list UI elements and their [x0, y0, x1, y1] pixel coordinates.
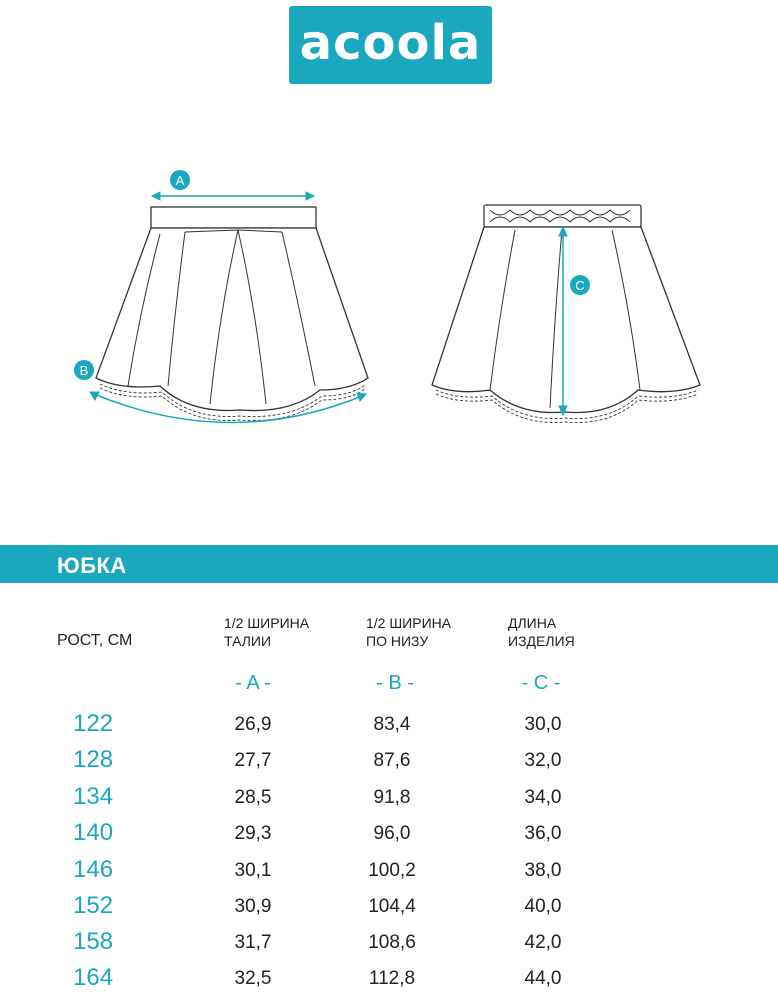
- skirt-back-drawing: [432, 205, 700, 423]
- header-height: РОСТ, СМ: [57, 632, 133, 649]
- header-a: [224, 614, 309, 650]
- label-a-marker: A: [175, 173, 185, 188]
- table-row: [0, 710, 778, 746]
- table-row: [0, 819, 778, 855]
- header-b-line2: ПО НИЗУ: [366, 633, 429, 649]
- column-letter-c: - C -: [521, 672, 561, 694]
- row-value-b: 100,2: [368, 860, 416, 881]
- row-value-b: 91,8: [373, 787, 411, 808]
- skirt-front-drawing: [96, 207, 368, 421]
- column-letter-b: - B -: [376, 672, 414, 694]
- row-value-c: 36,0: [524, 823, 562, 844]
- row-height: 134: [73, 783, 114, 810]
- header-a-line1: 1/2 ШИРИНА: [224, 615, 310, 631]
- section-title: ЮБКА: [57, 553, 127, 578]
- header-b-line1: 1/2 ШИРИНА: [366, 615, 452, 631]
- row-value-b: 87,6: [373, 750, 411, 771]
- row-value-c: 30,0: [524, 714, 562, 735]
- row-value-c: 42,0: [524, 932, 562, 953]
- row-height: 158: [73, 928, 114, 955]
- row-value-a: 27,7: [234, 750, 272, 771]
- table-row: [0, 892, 778, 928]
- label-c-marker: C: [575, 278, 585, 293]
- row-height: 128: [73, 746, 114, 773]
- row-height: 140: [73, 819, 114, 846]
- row-value-c: 44,0: [524, 968, 562, 989]
- row-value-b: 108,6: [368, 932, 416, 953]
- row-value-c: 34,0: [524, 787, 562, 808]
- label-b-marker: B: [79, 363, 89, 378]
- row-value-a: 29,3: [234, 823, 272, 844]
- section-header-band: [0, 545, 778, 583]
- row-height: 164: [73, 964, 114, 991]
- header-c: [508, 614, 575, 650]
- table-row: [0, 928, 778, 964]
- column-letter-a: - A -: [235, 672, 271, 694]
- table-row: [0, 746, 778, 782]
- row-height: 122: [73, 710, 114, 737]
- header-a-line2: ТАЛИИ: [224, 633, 272, 649]
- table-row: [0, 964, 778, 1000]
- row-value-a: 30,9: [234, 896, 272, 917]
- row-height: 146: [73, 856, 114, 883]
- skirt-diagram: [0, 150, 778, 450]
- header-b: [366, 614, 451, 650]
- row-value-c: 32,0: [524, 750, 562, 771]
- row-value-a: 30,1: [234, 860, 272, 881]
- row-height: 152: [73, 892, 114, 919]
- table-row: [0, 783, 778, 819]
- row-value-a: 26,9: [234, 714, 272, 735]
- row-value-b: 104,4: [368, 896, 416, 917]
- row-value-c: 38,0: [524, 860, 562, 881]
- header-c-line1: ДЛИНА: [508, 615, 557, 631]
- row-value-a: 32,5: [234, 968, 272, 989]
- table-row: [0, 856, 778, 892]
- row-value-b: 96,0: [373, 823, 411, 844]
- row-value-c: 40,0: [524, 896, 562, 917]
- row-value-a: 31,7: [234, 932, 272, 953]
- header-c-line2: ИЗДЕЛИЯ: [508, 633, 575, 649]
- brand-logo: [289, 6, 492, 84]
- row-value-b: 112,8: [368, 968, 416, 989]
- row-value-b: 83,4: [373, 714, 411, 735]
- row-value-a: 28,5: [234, 787, 272, 808]
- brand-logo-text: acoola: [299, 15, 482, 71]
